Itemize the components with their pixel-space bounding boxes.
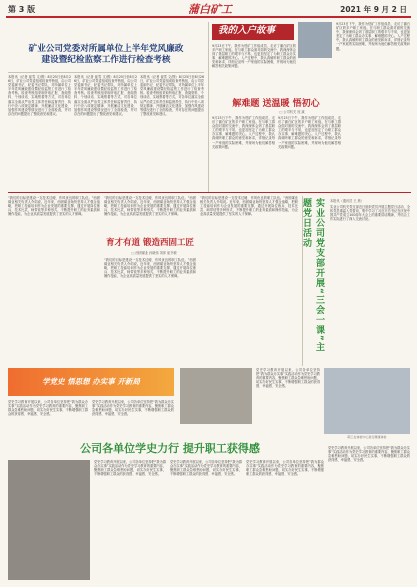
side-column-title: 实业公司党支部开展“三会一课”主题党日活动: [301, 198, 324, 352]
section-divider: [8, 192, 411, 193]
middle-article-body-col2: “我们的目标是建设一支技术过硬、作风优良的职工队伍。”西固煤业相关负责人介绍说。近年来，西固煤业始终坚持人才强企战略，把职工技能培训作为企业发展的重要支撑，通过开展岗位练兵、技术比武、师带徒等多种形式，不断提升职工的业务素质和操作技能，为企业高质量发展提供了坚实的人才保障。: [104, 196, 196, 217]
bottom-body-col1: 党史学习教育开展以来，公司各单位坚持把“我为群众办实事”实践活动作为党史学习教育的重要内容，聚焦职工群众急难愁盼问题，切实办好民生实事，不断增强职工群众的获得感、幸福感、安全感。: [8, 400, 88, 417]
divider: [8, 72, 204, 73]
side-column-body: 实业公司机关党支部近日组织党员开展主题党日活动，全体党员重温入党誓词，集中学习了习近平总书记在庆祝中国共产党成立100周年大会上的重要讲话精神，并结合工作实际进行了深入交流讨论。: [330, 205, 410, 222]
bottom-body-col4: 党史学习教育开展以来，公司各单位坚持把“我为群众办实事”实践活动作为党史学习教育的重要内容，聚焦职工群众急难愁盼问题，切实办好民生实事，不断增强职工群众的获得感、幸福感、安全感。: [94, 460, 166, 477]
lead-headline-line2: 建设暨纪检监察工作进行检查考核: [41, 55, 171, 65]
column-banner: 我的入户故事: [212, 24, 294, 40]
middle-article-body-col4: “我们的目标是建设一支技术过硬、作风优良的职工队伍。”西固煤业相关负责人介绍说。近年来，西固煤业始终坚持人才强企战略，把职工技能培训作为企业发展的重要支撑，通过开展岗位练兵、技术比武、师带徒等多种形式，不断提升职工的业务素质和操作技能，为企业高质量发展提供了坚实的人才保障。: [200, 196, 298, 217]
column-body-col2: 9月23日下午，我作为驻矿工作组成员，走访了蒲白矿区的多户职工家庭。在与职工群众面对面的交流中，我深深体会到了基层职工的艰辛与不易，也更加坚定了为职工群众办实事、解难题的决心。入户过程中，我认真倾听职工群众的意见和诉求，详细记录每一户家庭的实际困难，并现场为他们解答相关政策问题。: [278, 116, 341, 149]
side-column-byline: 本报讯（通讯员 王 晨）: [330, 199, 364, 203]
middle-byline: □ 西固煤业 孙晓伟 刘萍 崔书敏: [131, 251, 177, 255]
page-number: 第 3 版: [8, 5, 36, 14]
bottom-body-col6: 党史学习教育开展以来，公司各单位坚持把“我为群众办实事”实践活动作为党史学习教育的重要内容，聚焦职工群众急难愁盼问题，切实办好民生实事，不断增强职工群众的获得感、幸福感、安全感。: [246, 460, 324, 477]
column-subtitle: 解难题 送温暖 悟初心: [232, 99, 320, 109]
lead-article-body-col3: 本报讯（记者 崔雪 文/图）8月25日至8月26日，矿业公司党委组成检查考核组，由公司党委副书记、纪委书记带队，对所属单位上半年党风廉政建设暨纪检监察工作进行了检查考核。检查考核组采取听取汇报、查阅资料、个别谈话、实地察看等方式，对各单位落实全面从严治党主体责任和监督责任、执行中央八项规定精神、开展廉洁文化建设、加强作风建设等情况进行了全面检查，并对存在的问题提出了整改意见和建议。: [140, 75, 204, 116]
lead-article-body-col2: 本报讯（记者 崔雪 文/图）8月25日至8月26日，矿业公司党委组成检查考核组，由公司党委副书记、纪委书记带队，对所属单位上半年党风廉政建设暨纪检监察工作进行了检查考核。检查考核组采取听取汇报、查阅资料、个别谈话、实地察看等方式，对各单位落实全面从严治党主体责任和监督责任、执行中央八项规定精神、开展廉洁文化建设、加强作风建设等情况进行了全面检查，并对存在的问题提出了整改意见和建议。: [74, 75, 137, 116]
banner-tag-1: 学党史: [42, 377, 65, 386]
column-byline: □ 公司机关 庞 斌: [279, 110, 305, 114]
column-divider: [208, 22, 209, 192]
masthead-logo: 蒲白矿工: [188, 3, 232, 16]
column-photo: [298, 22, 332, 58]
column-body-col1: 9月23日下午，我作为驻矿工作组成员，走访了蒲白矿区的多户职工家庭。在与职工群众面对面的交流中，我深深体会到了基层职工的艰辛与不易，也更加坚定了为职工群众办实事、解难题的决心。入户过程中，我认真倾听职工群众的意见和诉求，详细记录每一户家庭的实际困难，并现场为他们解答相关政策问题。: [212, 116, 275, 149]
lead-headline: [8, 44, 204, 70]
lead-headline-line1: 矿业公司党委对所属单位上半年党风廉政: [28, 44, 184, 54]
bottom-photo-caption: 职工在体检中心进行健康体检: [347, 435, 387, 439]
column-body-top: 9月23日下午，我作为驻矿工作组成员，走访了蒲白矿区的多户职工家庭。在与职工群众面对面的交流中，我深深体会到了基层职工的艰辛与不易，也更加坚定了为职工群众办实事、解难题的决心。入户过程中，我认真倾听职工群众的意见和诉求，详细记录每一户家庭的实际困难，并现场为他们解答相关政策问题。: [212, 44, 296, 69]
banner-tag-3: 办实事: [92, 377, 115, 386]
bottom-headline: 公司各单位学史力行 提升职工获得感: [80, 442, 260, 455]
banner-tag-4: 开新局: [117, 377, 140, 386]
bottom-body-col5: 党史学习教育开展以来，公司各单位坚持把“我为群众办实事”实践活动作为党史学习教育的重要内容，聚焦职工群众急难愁盼问题，切实办好民生实事，不断增强职工群众的获得感、幸福感、安全感。: [170, 460, 242, 477]
issue-date: 2021 年 9 月 2 日: [340, 5, 407, 14]
bottom-banner: [8, 368, 174, 396]
bottom-body-col7: 党史学习教育开展以来，公司各单位坚持把“我为群众办实事”实践活动作为党史学习教育的重要内容，聚焦职工群众急难愁盼问题，切实办好民生实事，不断增强职工群众的获得感、幸福感、安全感。: [328, 446, 410, 463]
column-body-col3: 9月23日下午，我作为驻矿工作组成员，走访了蒲白矿区的多户职工家庭。在与职工群众面对面的交流中，我深深体会到了基层职工的艰辛与不易，也更加坚定了为职工群众办实事、解难题的决心。入户过程中，我认真倾听职工群众的意见和诉求，详细记录每一户家庭的实际困难，并现场为他们解答相关政策问题。: [336, 22, 410, 51]
middle-article-body-col1: “我们的目标是建设一支技术过硬、作风优良的职工队伍。”西固煤业相关负责人介绍说。近年来，西固煤业始终坚持人才强企战略，把职工技能培训作为企业发展的重要支撑，通过开展岗位练兵、技术比武、师带徒等多种形式，不断提升职工的业务素质和操作技能，为企业高质量发展提供了坚实的人才保障。: [8, 196, 100, 217]
bottom-body-col2: 党史学习教育开展以来，公司各单位坚持把“我为群众办实事”实践活动作为党史学习教育的重要内容，聚焦职工群众急难愁盼问题，切实办好民生实事，不断增强职工群众的获得感、幸福感、安全感。: [92, 400, 174, 417]
middle-headline: 育才有道 锻造西固工匠: [106, 238, 194, 248]
lead-article-body-col1: 本报讯（记者 崔雪 文/图）8月25日至8月26日，矿业公司党委组成检查考核组，由公司党委副书记、纪委书记带队，对所属单位上半年党风廉政建设暨纪检监察工作进行了检查考核。检查考核组采取听取汇报、查阅资料、个别谈话、实地察看等方式，对各单位落实全面从严治党主体责任和监督责任、执行中央八项规定精神、开展廉洁文化建设、加强作风建设等情况进行了全面检查，并对存在的问题提出了整改意见和建议。: [8, 75, 71, 116]
middle-article-body-col3: “我们的目标是建设一支技术过硬、作风优良的职工队伍。”西固煤业相关负责人介绍说。近年来，西固煤业始终坚持人才强企战略，把职工技能培训作为企业发展的重要支撑，通过开展岗位练兵、技术比武、师带徒等多种形式，不断提升职工的业务素质和操作技能，为企业高质量发展提供了坚实的人才保障。: [104, 258, 196, 279]
bottom-body-col3: 党史学习教育开展以来，公司各单位坚持把“我为群众办实事”实践活动作为党史学习教育的重要内容，聚焦职工群众急难愁盼问题，切实办好民生实事，不断增强职工群众的获得感、幸福感、安全感。: [256, 368, 320, 389]
bottom-photo-top: [180, 368, 252, 424]
banner-tag-2: 悟思想: [67, 377, 90, 386]
bottom-photo-left: [8, 460, 90, 580]
bottom-photo-right: [324, 368, 410, 434]
header-rule: [6, 16, 411, 18]
